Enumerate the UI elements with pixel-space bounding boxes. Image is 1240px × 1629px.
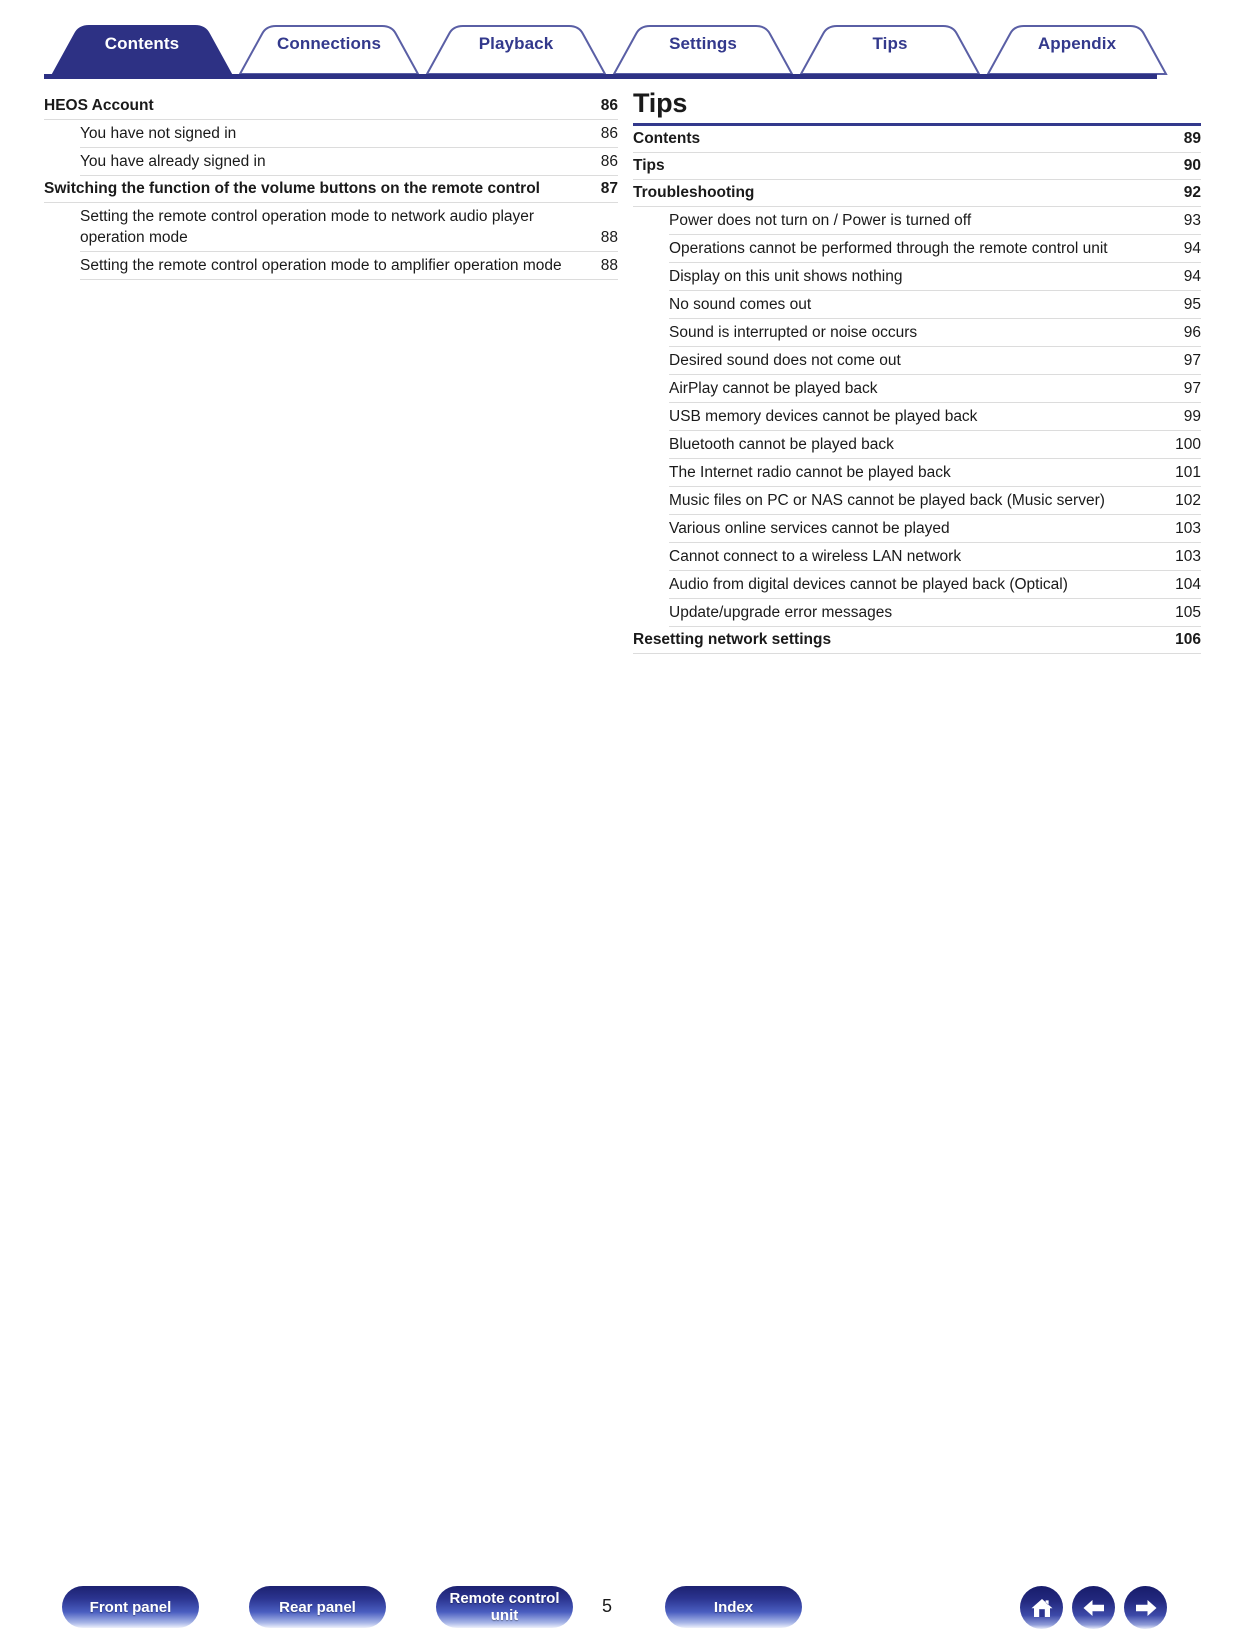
toc-entry-title: Resetting network settings (633, 631, 832, 648)
toc-entry-page: 105 (1175, 604, 1201, 621)
toc-entry-title: Cannot connect to a wireless LAN network (669, 548, 962, 565)
toc-list-left (44, 93, 618, 280)
navigation-icon-group (1020, 1586, 1167, 1629)
toc-entry-page: 86 (600, 97, 618, 114)
toc-entry-page: 106 (1175, 631, 1201, 648)
previous-page-icon (1081, 1596, 1107, 1620)
toc-entry[interactable] (669, 347, 1201, 375)
left-column-spacer (44, 80, 618, 93)
toc-entry-page: 97 (1183, 380, 1201, 397)
toc-column-right (633, 80, 1201, 654)
tab-tips[interactable]: Tips (872, 34, 908, 53)
toc-entry-title: Tips (633, 157, 665, 174)
toc-entry-page: 99 (1183, 408, 1201, 425)
tab-settings[interactable]: Settings (669, 34, 737, 53)
toc-entry[interactable] (669, 235, 1201, 263)
toc-entry[interactable] (669, 599, 1201, 627)
toc-entry-page: 100 (1175, 436, 1201, 453)
remote-control-unit-button-label: Remote control unit (449, 1590, 560, 1624)
toc-entry-title: HEOS Account (44, 97, 154, 114)
previous-page-button[interactable] (1072, 1586, 1115, 1629)
toc-entry-page: 88 (600, 229, 618, 246)
index-button-label: Index (713, 1598, 754, 1616)
toc-entry-title: Update/upgrade error messages (669, 604, 893, 621)
front-panel-button[interactable] (62, 1586, 199, 1628)
page-title: Tips (633, 88, 688, 118)
toc-entry-title: Setting the remote control operation mode to amplifier operation mode (80, 257, 562, 274)
footer (0, 780, 1240, 1624)
tab-playback[interactable]: Playback (478, 34, 554, 53)
toc-entry-title: USB memory devices cannot be played back (669, 408, 978, 425)
toc-entry-page: 103 (1175, 548, 1201, 565)
toc-entry[interactable] (44, 93, 618, 120)
toc-entry[interactable] (80, 120, 618, 148)
toc-entry[interactable] (669, 571, 1201, 599)
remote-control-unit-button[interactable] (436, 1586, 573, 1628)
tab-connections[interactable]: Connections (276, 34, 382, 53)
toc-entry-title: No sound comes out (669, 296, 812, 313)
toc-entry-page: 101 (1175, 464, 1201, 481)
rear-panel-button[interactable] (249, 1586, 386, 1628)
toc-entry[interactable] (80, 203, 618, 252)
toc-entry[interactable] (80, 252, 618, 280)
toc-entry-title: AirPlay cannot be played back (669, 380, 878, 397)
toc-entry-page: 94 (1183, 240, 1201, 257)
toc-entry-page: 87 (600, 180, 618, 197)
tab-bar-rule (44, 74, 1157, 79)
toc-entry[interactable] (633, 180, 1201, 207)
toc-entry-page: 92 (1183, 184, 1201, 201)
toc-entry-title: Power does not turn on / Power is turned off (669, 212, 972, 229)
index-button[interactable] (665, 1586, 802, 1628)
next-page-button[interactable] (1124, 1586, 1167, 1629)
toc-entry[interactable] (80, 148, 618, 176)
toc-entry-title: Display on this unit shows nothing (669, 268, 903, 285)
toc-list-right (633, 126, 1201, 654)
toc-entry-page: 88 (600, 257, 618, 274)
toc-entry[interactable] (44, 176, 618, 203)
toc-entry-title: Bluetooth cannot be played back (669, 436, 894, 453)
toc-entry-title: The Internet radio cannot be played back (669, 464, 951, 481)
tab-bar (0, 0, 1240, 80)
next-page-icon (1133, 1596, 1159, 1620)
toc-entry-title: You have already signed in (80, 153, 266, 170)
toc-entry-page: 96 (1183, 324, 1201, 341)
toc-entry[interactable] (669, 319, 1201, 347)
toc-entry-page: 89 (1183, 130, 1201, 147)
toc-entry-title: You have not signed in (80, 125, 237, 142)
toc-entry-page: 104 (1175, 576, 1201, 593)
rear-panel-button-label: Rear panel (279, 1598, 356, 1616)
front-panel-button-label: Front panel (89, 1598, 172, 1616)
toc-entry-page: 90 (1183, 157, 1201, 174)
toc-entry-page: 94 (1183, 268, 1201, 285)
toc-entry-page: 102 (1175, 492, 1201, 509)
tab-contents[interactable]: Contents (104, 34, 180, 53)
tab-appendix[interactable]: Appendix (1037, 34, 1117, 53)
toc-entry-page: 86 (600, 125, 618, 142)
home-button[interactable] (1020, 1586, 1063, 1629)
toc-entry[interactable] (669, 403, 1201, 431)
page-number: 5 (601, 1596, 612, 1616)
toc-entry-page: 95 (1183, 296, 1201, 313)
toc-entry-page: 93 (1183, 212, 1201, 229)
toc-entry[interactable] (633, 627, 1201, 654)
toc-entry-title: Desired sound does not come out (669, 352, 901, 369)
toc-entry[interactable] (633, 153, 1201, 180)
toc-entry[interactable] (669, 459, 1201, 487)
toc-entry-title: Music files on PC or NAS cannot be played back (Music server) (669, 492, 1105, 509)
toc-entry[interactable] (669, 207, 1201, 235)
page-content (0, 80, 1240, 780)
toc-entry[interactable] (669, 515, 1201, 543)
toc-entry[interactable] (669, 431, 1201, 459)
toc-entry-title: Setting the remote control operation mode to network audio player operation mode (80, 208, 535, 246)
toc-entry[interactable] (669, 263, 1201, 291)
toc-entry[interactable] (669, 291, 1201, 319)
toc-entry-title: Various online services cannot be played (669, 520, 950, 537)
toc-entry[interactable] (669, 487, 1201, 515)
toc-entry[interactable] (669, 543, 1201, 571)
toc-entry-page: 103 (1175, 520, 1201, 537)
toc-entry-title: Operations cannot be performed through the remote control unit (669, 240, 1108, 257)
toc-entry-title: Troubleshooting (633, 184, 755, 201)
toc-entry-title: Switching the function of the volume buttons on the remote control (44, 180, 540, 197)
toc-entry-page: 86 (600, 153, 618, 170)
toc-entry-title: Contents (633, 130, 701, 147)
toc-entry-title: Sound is interrupted or noise occurs (669, 324, 918, 341)
home-icon (1029, 1596, 1055, 1620)
toc-column-left (44, 80, 618, 280)
toc-entry[interactable] (633, 126, 1201, 153)
toc-entry-page: 97 (1183, 352, 1201, 369)
toc-entry-title: Audio from digital devices cannot be played back (Optical) (669, 576, 1068, 593)
toc-entry[interactable] (669, 375, 1201, 403)
